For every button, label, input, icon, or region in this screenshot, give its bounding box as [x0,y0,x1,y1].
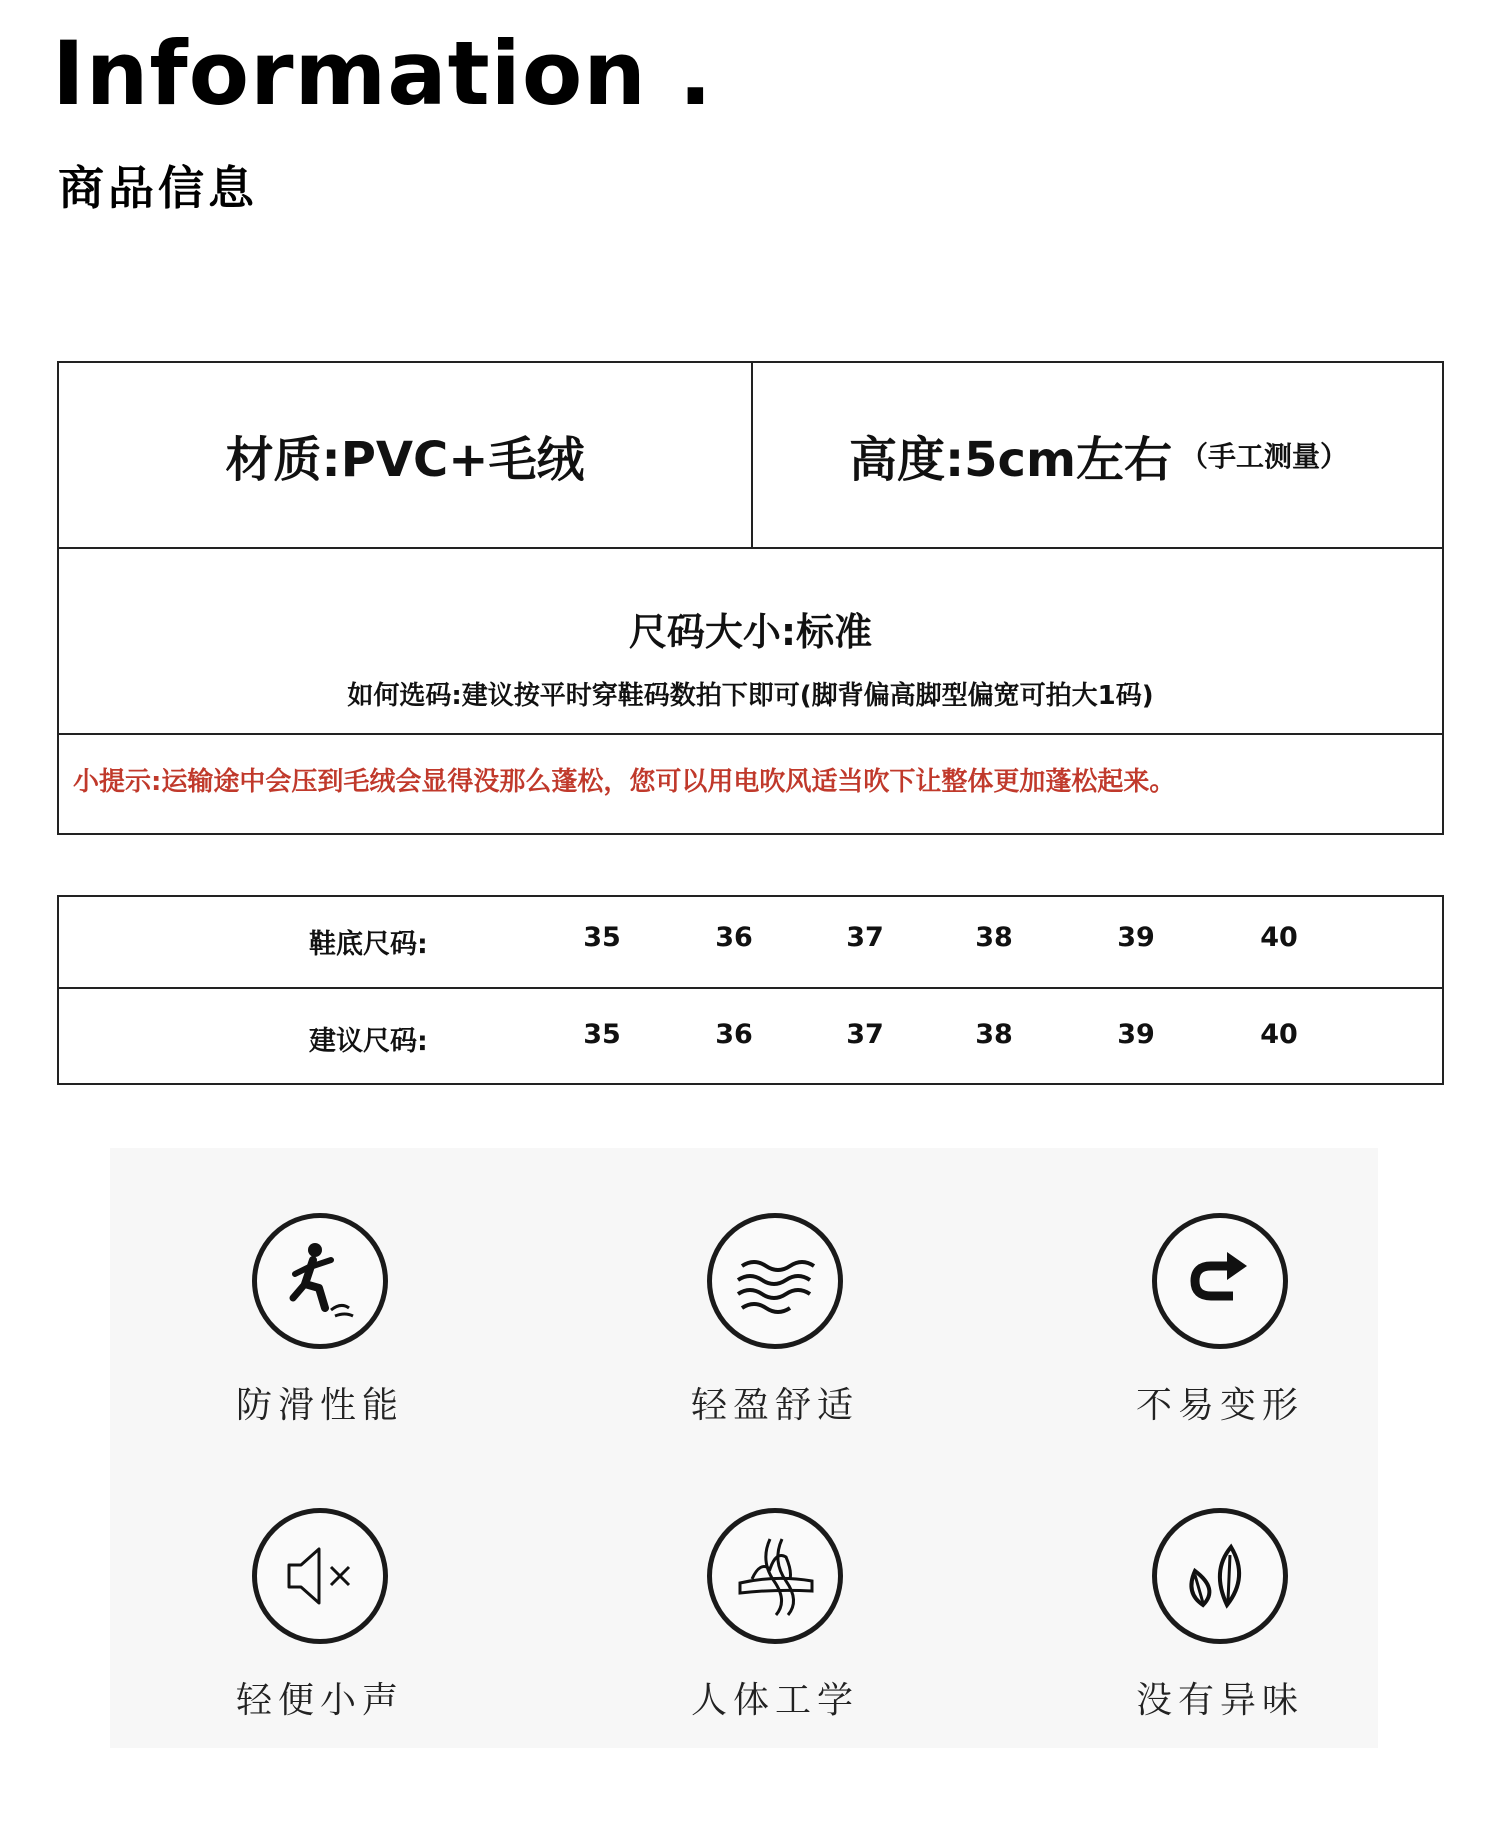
divider [59,987,1442,989]
divider [59,733,1442,735]
height-note: （手工测量） [1180,440,1349,473]
size-table [57,895,1444,1085]
size-cell: 39 [1117,1019,1155,1050]
feature-item [170,1508,470,1723]
leaf-icon [1175,1531,1265,1621]
feature-item [1070,1213,1370,1428]
row-label: 建议尺码: [309,1026,428,1057]
page-subtitle: 商品信息 [58,161,258,215]
size-cell: 36 [715,1019,753,1050]
feature-label: 人体工学 [690,1680,859,1721]
divider [59,547,1442,549]
feature-label: 轻便小声 [235,1680,404,1721]
feature-item [625,1213,925,1428]
height-cell [753,363,1444,547]
size-cell: 35 [583,1019,621,1050]
material-cell: 材质:PVC+毛绒 [225,431,585,488]
size-cell: 38 [975,1019,1013,1050]
size-title: 尺码大小:标准 [628,610,873,654]
size-cell: 37 [846,1019,884,1050]
feature-label: 轻盈舒适 [690,1385,859,1426]
size-cell: 36 [715,922,753,953]
size-cell: 38 [975,922,1013,953]
height-value: 高度:5cm左右 [848,431,1173,488]
product-info-table [57,361,1444,835]
feature-label: 没有异味 [1135,1680,1304,1721]
foot-ergonomic-icon [730,1531,820,1621]
feature-label: 不易变形 [1135,1385,1304,1426]
feature-label: 防滑性能 [235,1385,404,1426]
size-advice: 如何选码:建议按平时穿鞋码数拍下即可(脚背偏高脚型偏宽可拍大1码) [347,681,1154,711]
tip-text: 小提示:运输途中会压到毛绒会显得没那么蓬松，您可以用电吹风适当吹下让整体更加蓬松起来。 [73,767,1176,797]
size-cell: 39 [1117,922,1155,953]
waves-icon [730,1236,820,1326]
feature-item [625,1508,925,1723]
page-title: Information . [52,22,714,125]
mute-speaker-icon [275,1531,365,1621]
table-row [59,922,1442,968]
return-arrow-icon [1175,1236,1265,1326]
size-cell: 37 [846,922,884,953]
size-cell: 35 [583,922,621,953]
feature-item [1070,1508,1370,1723]
slip-icon [275,1236,365,1326]
row-label: 鞋底尺码: [309,929,428,960]
size-cell: 40 [1260,922,1298,953]
table-row [59,1019,1442,1065]
feature-item [170,1213,470,1428]
features-panel [110,1148,1378,1748]
size-cell: 40 [1260,1019,1298,1050]
